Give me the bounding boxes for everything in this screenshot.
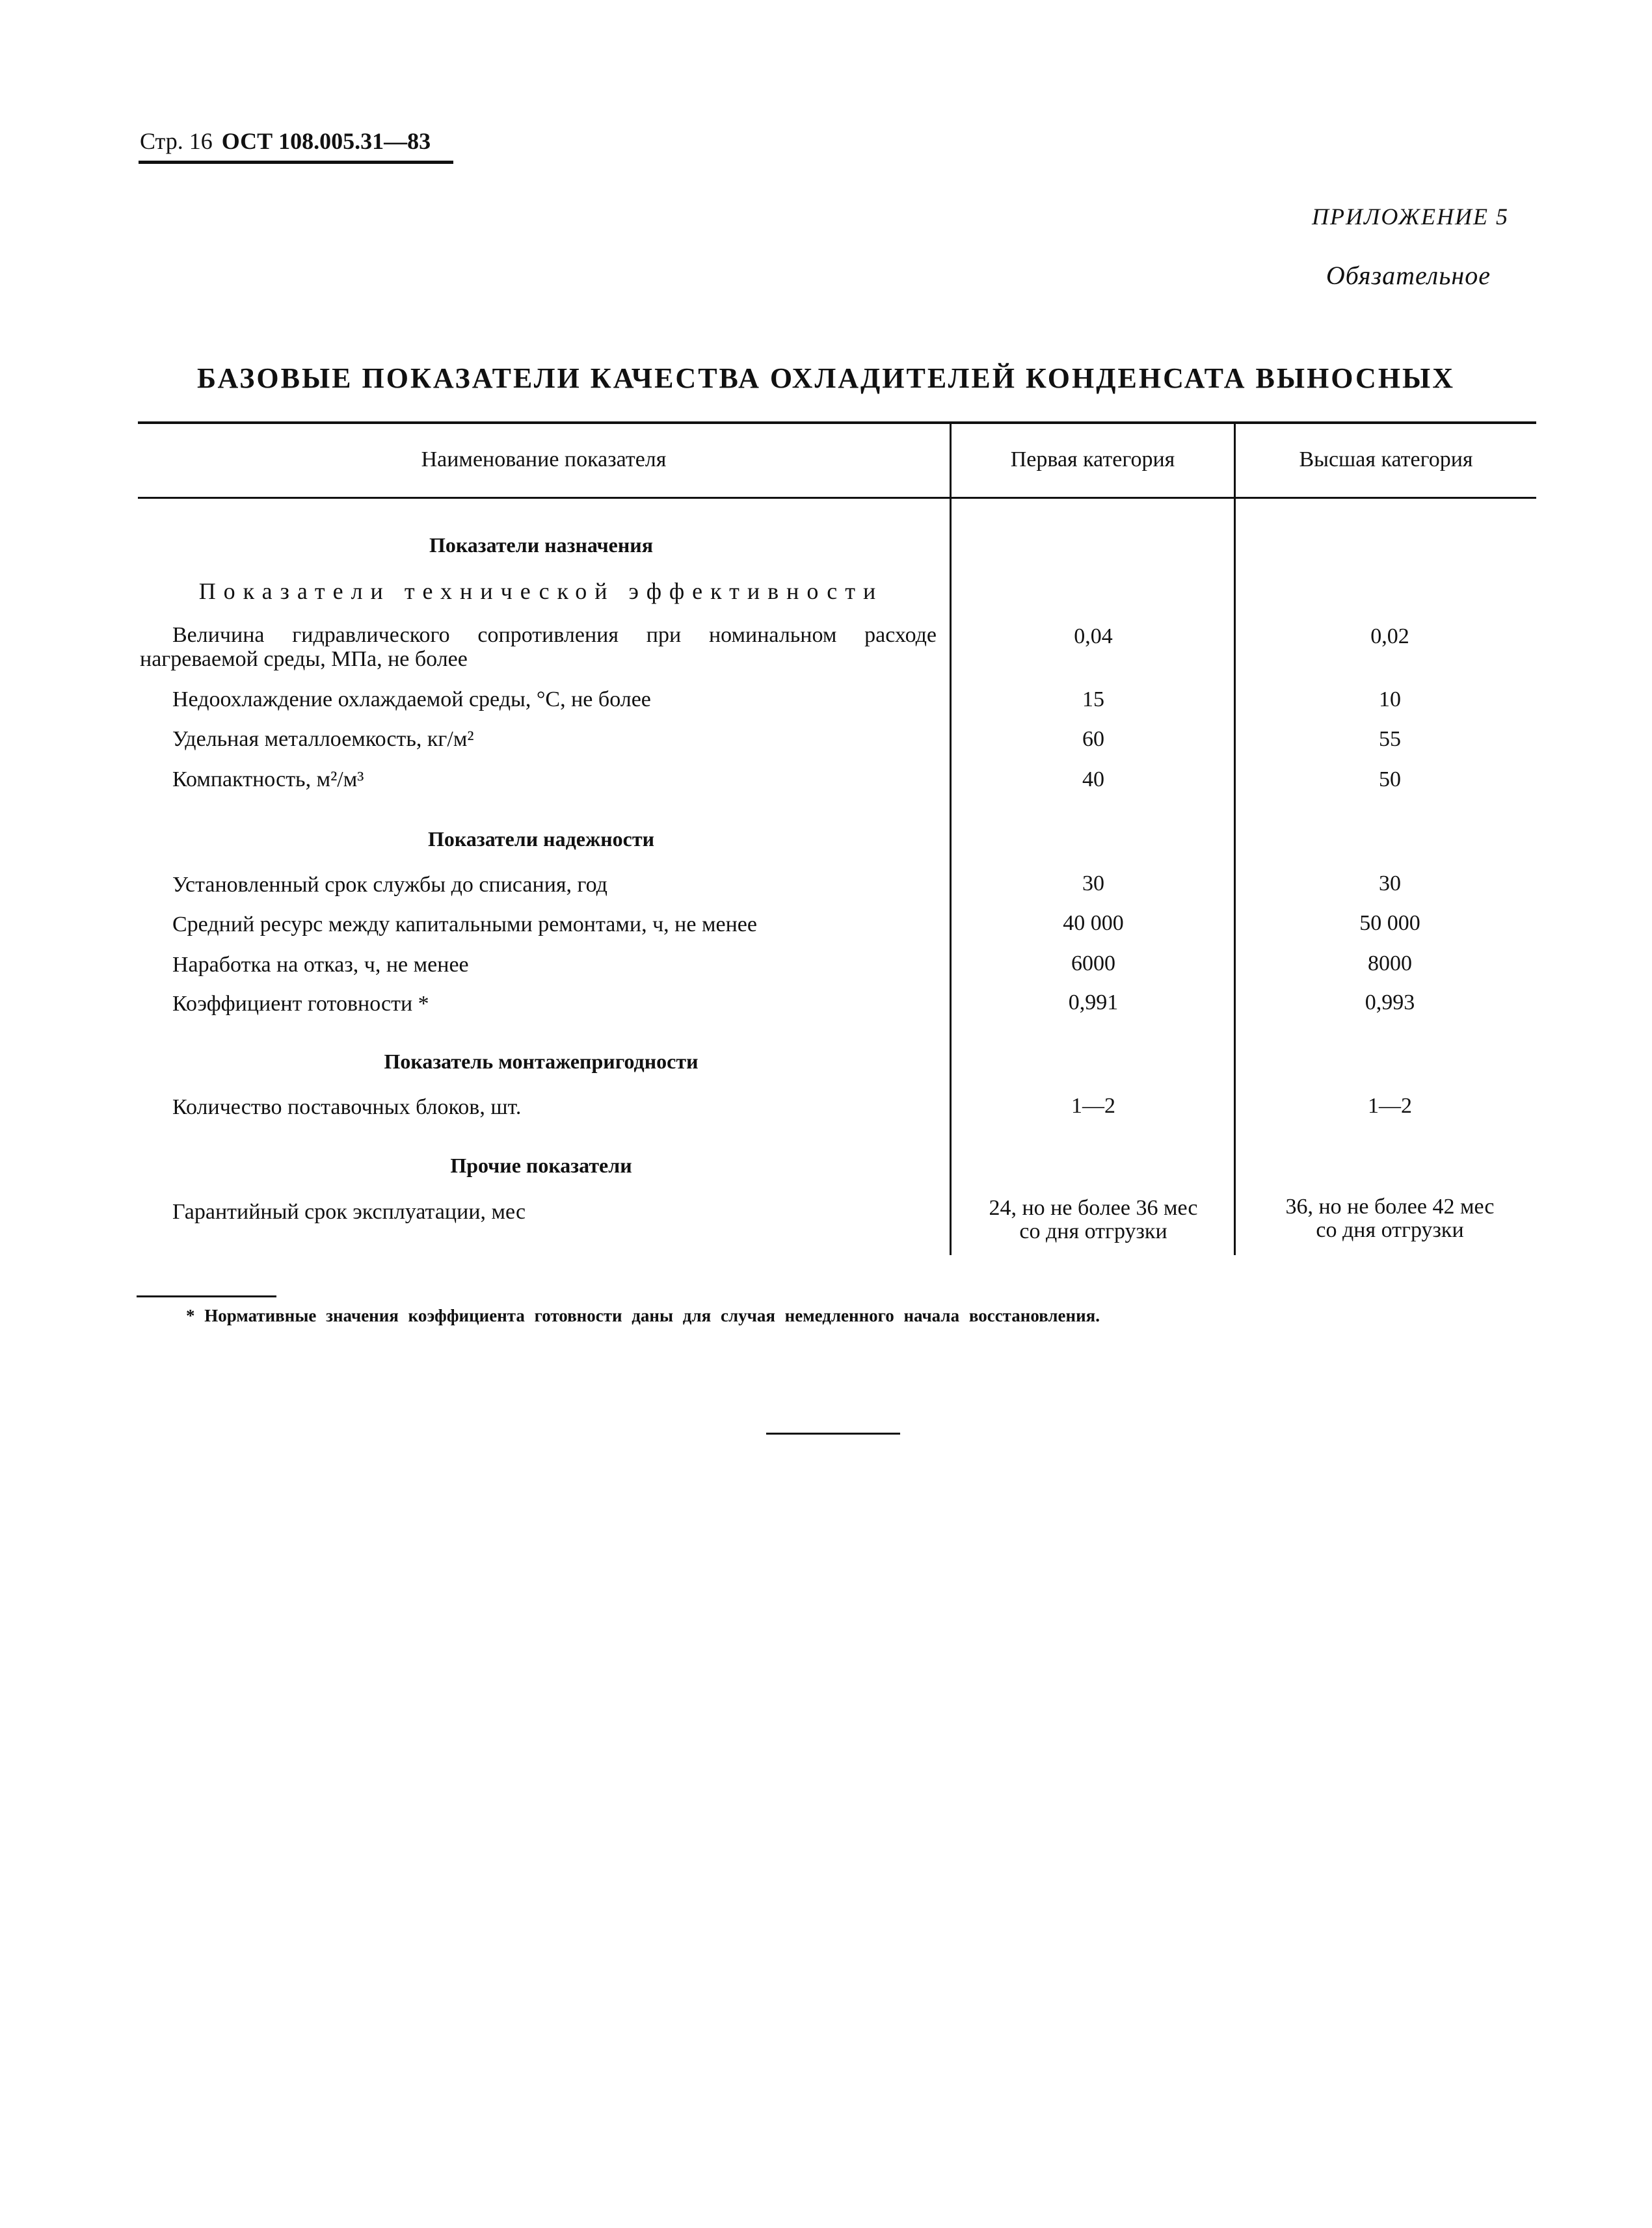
first-category-value: 40 000 (1063, 911, 1124, 935)
column-header-first-category: Первая категория (1010, 447, 1175, 471)
end-rule (766, 1433, 900, 1435)
first-category-value-line-1: 24, но не более 36 мес (989, 1196, 1198, 1220)
highest-category-value: 30 (1379, 871, 1401, 895)
first-category-value: 0,991 (1068, 990, 1119, 1015)
highest-category-value: 50 000 (1359, 911, 1420, 935)
section-title-purpose: Показатели назначения (429, 533, 654, 557)
indicator-name: Недоохлаждение охлаждаемой среды, °С, не более (172, 687, 651, 711)
indicator-name: Величина гидравлического сопротивления при номинальном расходе нагреваемой среды, МПа, не более (140, 623, 937, 671)
column-header-name: Наименование показателя (421, 447, 667, 471)
indicator-name: Установленный срок службы до списания, год (172, 873, 607, 897)
appendix-label: ПРИЛОЖЕНИЕ 5 (1312, 204, 1509, 230)
highest-category-value-line-1: 36, но не более 42 мес (1285, 1195, 1495, 1219)
first-category-value: 1—2 (1071, 1094, 1115, 1118)
first-category-value (960, 1197, 1227, 1243)
table-top-rule (138, 421, 1536, 424)
indicator-name: Коэффициент готовности * (172, 992, 429, 1016)
indicator-name: Компактность, м²/м³ (172, 767, 364, 791)
section-title-installability: Показатель монтажепригодности (384, 1050, 699, 1073)
highest-category-value: 0,02 (1370, 624, 1409, 648)
subsection-title-technical-efficiency: Показатели технической эффективности (198, 578, 884, 604)
column-divider-2 (1234, 424, 1236, 1255)
column-header-highest-category: Высшая категория (1299, 447, 1473, 471)
first-category-value: 40 (1082, 767, 1104, 791)
page-number: Стр. 16 (140, 128, 213, 154)
header-underline (139, 161, 453, 164)
indicator-name: Гарантийный срок эксплуатации, мес (172, 1200, 526, 1224)
page-header (140, 127, 431, 155)
highest-category-value (1244, 1195, 1536, 1242)
document-code: ОСТ 108.005.31—83 (221, 128, 431, 154)
highest-category-value-line-2: со дня отгрузки (1316, 1218, 1464, 1242)
highest-category-value: 10 (1379, 687, 1401, 711)
indicator-name: Удельная металлоемкость, кг/м² (172, 727, 474, 751)
footnote: * Нормативные значения коэффициента готовности даны для случая немедленного начала восстановления. (186, 1306, 1100, 1325)
first-category-value-line-2: со дня отгрузки (1019, 1219, 1167, 1243)
section-title-reliability: Показатели надежности (427, 827, 654, 851)
first-category-value: 0,04 (1074, 624, 1113, 648)
indicator-name: Наработка на отказ, ч, не менее (172, 953, 469, 977)
footnote-rule (137, 1295, 276, 1297)
indicator-name: Количество поставочных блоков, шт. (172, 1095, 522, 1119)
appendix-status: Обязательное (1326, 261, 1491, 290)
first-category-value: 30 (1082, 871, 1104, 895)
document-title: БАЗОВЫЕ ПОКАЗАТЕЛИ КАЧЕСТВА ОХЛАДИТЕЛЕЙ КОНДЕНСАТА ВЫНОСНЫХ (196, 362, 1456, 394)
highest-category-value: 1—2 (1368, 1094, 1412, 1118)
indicator-name: Средний ресурс между капитальными ремонтами, ч, не менее (172, 912, 757, 936)
highest-category-value: 8000 (1368, 951, 1412, 975)
first-category-value: 15 (1082, 687, 1104, 711)
highest-category-value: 55 (1379, 727, 1401, 751)
highest-category-value: 0,993 (1365, 990, 1415, 1015)
highest-category-value: 50 (1379, 767, 1401, 791)
column-divider-1 (950, 424, 952, 1255)
section-title-other: Прочие показатели (450, 1154, 632, 1177)
table-header-rule (138, 497, 1536, 499)
first-category-value: 60 (1082, 727, 1104, 751)
first-category-value: 6000 (1071, 951, 1115, 975)
